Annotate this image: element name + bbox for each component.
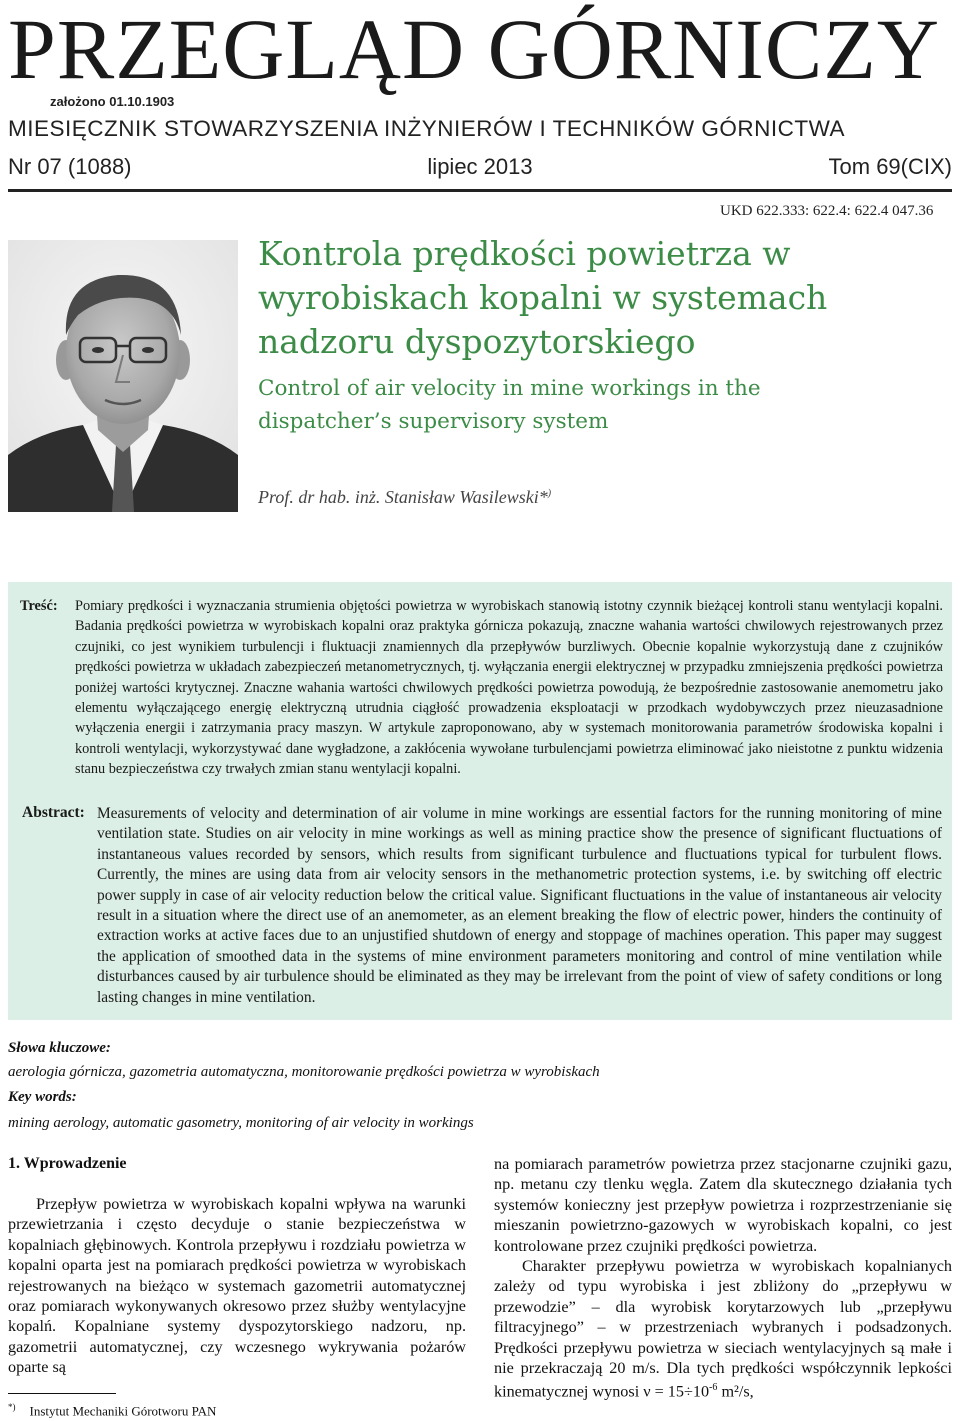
body-column-right <box>494 1154 952 1402</box>
footnote-mark: *) <box>8 1402 16 1412</box>
keywords-en-label: Key words: <box>8 1089 77 1105</box>
footnote-divider <box>8 1393 116 1394</box>
keywords-en-text: mining aerology, automatic gasometry, monitoring of air velocity in workings <box>8 1115 474 1131</box>
article-title-polish: Kontrola prędkości powietrza w wyrobiskach kopalni w systemach nadzoru dyspozytorskiego <box>258 234 828 361</box>
keywords-pl-text: aerologia górnicza, gazometria automatyczna, monitorowanie prędkości powietrza w wyrobiskach <box>8 1064 600 1080</box>
issue-volume: Tom 69(CIX) <box>828 154 952 179</box>
article-title-english: Control of air velocity in mine workings in the dispatcher’s supervisory system <box>258 376 761 434</box>
author-footnote-mark: ) <box>547 488 552 499</box>
body-paragraph: na pomiarach parametrów powietrza przez stacjonarne czujniki gazu, np. metanu czy tlenku węgla. Zatem dla skutecznego działania tych systemów konieczny jest przepływ powietrza i rozprzestrzenianie się mieszanin powietrzno-gazowych w wyrobiskach kopalni, co jest kontrolowane przez czujniki prędkości powietrza. <box>494 1155 952 1255</box>
exponent: -6 <box>709 1382 718 1394</box>
founded-date: założono 01.10.1903 <box>50 94 175 109</box>
body-paragraph-last <box>494 1256 952 1402</box>
author-text: Prof. dr hab. inż. Stanisław Wasilewski* <box>258 487 548 507</box>
body-paragraph-text: Charakter przepływu powietrza w wyrobiskach kopalnianych zależy od typu wyrobiska i jest zbliżony do „przepływu w przewodzie” – dla wyrobisk korytarzowych lub „przepływu filtracyjnego” – w przestrzeniach wybranych i podsadzonych. Prędkości przepływu powietrza w sieciach wentylacyjnych są małe i nie przekraczają 20 m/s. Dla tych prędkości współczynnik lepkości kinematycznej wynosi ν = 15÷10 <box>494 1257 952 1401</box>
keywords-pl-label: Słowa kluczowe: <box>8 1040 111 1056</box>
issue-date: lipiec 2013 <box>427 154 533 179</box>
author-name <box>258 487 551 508</box>
journal-subtitle: MIESIĘCZNIK STOWARZYSZENIA INŻYNIERÓW I TECHNIKÓW GÓRNICTWA <box>8 116 846 141</box>
author-photo <box>8 240 238 512</box>
journal-masthead: PRZEGLĄD GÓRNICZY <box>8 1 940 97</box>
summary-pl-text: Pomiary prędkości i wyznaczania strumienia objętości powietrza w wyrobiskach stanowią istotny czynnik bieżącej kontroli stanu wentylacji kopalni. Badania prędkości powietrza w wyrobiskach kopalni oraz praktyka górnicza pokazują, znaczne wahania wartości chwilowych rejestrowanych przez czujniki, co jest wynikiem turbulencji i fluktuacji znamiennych dla przepływów burzliwych. Obecnie kopalnie wykorzystują dane z czujników prędkości powietrza w układach zabezpieczeń metanometrycznych, tj. wyłączania energii elektrycznej w przypadku zmniejszenia prędkości powietrza poniżej wartości krytycznej. Znaczne wahania wartości chwilowych prędkości powietrza powodują, że bezpośrednie zastosowanie anemometru jako elementu wyłączającego energię elektryczną utrudnia ciągłość prowadzenia eksploatacji w przodkach wydobywczych przez nieuzasadnione wyłączenia energii i zatrzymania pracy maszyn. W artykule zaproponowano, aby w systemach monitorowania parametrów środowiska kopalni i kontroli wentylacji, wykorzystywać dane wygładzone, a zakłócenia wywołane turbulencjami powietrza eliminować jako nieistotne z punktu widzenia stanu bezpieczeństwa czy trwałych zmian stanu wentylacji kopalni. <box>75 598 943 778</box>
footnote-text: Instytut Mechaniki Górotworu PAN <box>29 1403 217 1419</box>
body-paragraph: Przepływ powietrza w wyrobiskach kopalni wpływa na warunki przewietrzania i często decyduje o stanie bezpieczeństwa w kopalniach głębinowych. Kontrola przepływu i rozdziału powietrza w kopalni oparta jest na pomiarach prędkości powietrza w wyrobiskach rejestrowanych na bieżąco w systemach gazometrii automatycznej oraz pomiarach wykonywanych okresowo przez służby wentylacyjne kopalń. Kopalniane systemy dyspozytorskiego nadzoru, np. gazometrii automatycznej, czy wczesnego wykrywania pożarów oparte są <box>8 1195 466 1377</box>
unit-text: m²/s, <box>717 1382 754 1401</box>
abstract-box <box>8 582 952 1020</box>
section-heading: 1. Wprowadzenie <box>8 1155 127 1172</box>
header-divider <box>8 189 952 192</box>
summary-pl-label: Treść: <box>20 598 58 614</box>
footnote <box>8 1402 216 1419</box>
body-column-left <box>8 1194 466 1378</box>
issue-number: Nr 07 (1088) <box>8 154 132 179</box>
abstract-en-text: Measurements of velocity and determination of air volume in mine workings are essential factors for the running monitoring of mine ventilation state. Studies on air velocity in mine workings as well as mining practice show the presence of significant fluctuations of instantaneous values recorded by sensors, which results from significant turbulence and fluctuations typical for turbulent flows. Currently, the mines are using data from air velocity sensors in the methanometric protection systems, i.e. by switching off electric power supply in case of air velocity reduction below the critical value. Significant fluctuations in the value of instantaneous air velocity result in a situation where the direct use of an anemometer, as an element breaking the flow of electric power, hinders the continuity of extraction works at active faces due to an unjustified shutdown of energy and stoppage of machines operation. This paper may suggest the application of smoothed data in the systems of mine environment parameters monitoring and control of mine ventilation while disturbances caused by air turbulence should be eliminated as they may be irrelevant from the point of view of safety conditions or long lasting changes in mine ventilation. <box>97 805 942 1006</box>
abstract-en-label: Abstract: <box>22 804 85 821</box>
udc-classification: UKD 622.333: 622.4: 622.4 047.36 <box>720 203 934 219</box>
issue-info-row <box>8 154 952 184</box>
